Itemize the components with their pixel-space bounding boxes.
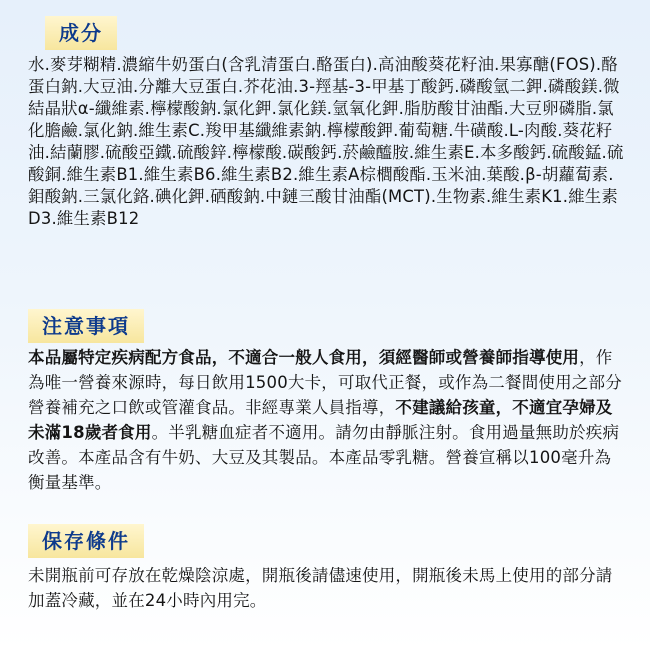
notice-title: 注意事項 xyxy=(28,309,144,343)
storage-title: 保存條件 xyxy=(28,524,144,558)
storage-text: 未開瓶前可存放在乾燥陰涼處，開瓶後請儘速使用，開瓶後未馬上使用的部分請加蓋冷藏，並在24小時內用完。 xyxy=(28,566,613,610)
notice-text-1: ，作為唯一營養來源時，每日飲用1500大卡，可取代正餐，或作為二餐間使用之部分營養補充之口飲或管灌食品。非經專業人員指導， xyxy=(28,348,622,417)
notice-text-2: 。半乳糖血症者不適用。請勿由靜脈注射。食用過量無助於疾病改善。本產品含有牛奶、大豆及其製品。本產品零乳糖。營養宣稱以100毫升為衡量基準。 xyxy=(28,423,620,492)
notice-bold-1: 本品屬特定疾病配方食品，不適合一般人食用，須經醫師或營養師指導使用 xyxy=(28,348,580,367)
ingredients-title: 成分 xyxy=(45,16,117,50)
notice-text xyxy=(28,345,626,495)
ingredients-text: 水.麥芽糊精.濃縮牛奶蛋白(含乳清蛋白.酪蛋白).高油酸葵花籽油.果寡醣(FOS).酪蛋白鈉.大豆油.分離大豆蛋白.芥花油.3-羥基-3-甲基丁酸鈣.磷酸氫二鉀.磷酸鎂.微結晶狀α-纖維素.檸檬酸鈉.氯化鉀.氯化鎂.氫氧化鉀.脂肪酸甘油酯.大豆卵磷脂.氯化膽鹼.氯化鈉.維生素C.羧甲基纖維素鈉.檸檬酸鉀.葡萄糖.牛磺酸.L-肉酸.葵花籽油.結蘭膠.硫酸亞鐵.硫酸鋅.檸檬酸.碳酸鈣.菸鹼醯胺.維生素E.本多酸鈣.硫酸錳.硫酸銅.維生素B1.維生素B6.維生素B2.維生素A棕櫚酸酯.玉米油.葉酸.β-胡蘿蔔素.鉬酸鈉.三氯化鉻.碘化鉀.硒酸鈉.中鏈三酸甘油酯(MCT).生物素.維生素K1.維生素D3.維生素B12 xyxy=(28,55,624,228)
notice-bold-2: 不建議給孩童，不適宜孕婦及未滿18歲者食用 xyxy=(28,398,613,442)
